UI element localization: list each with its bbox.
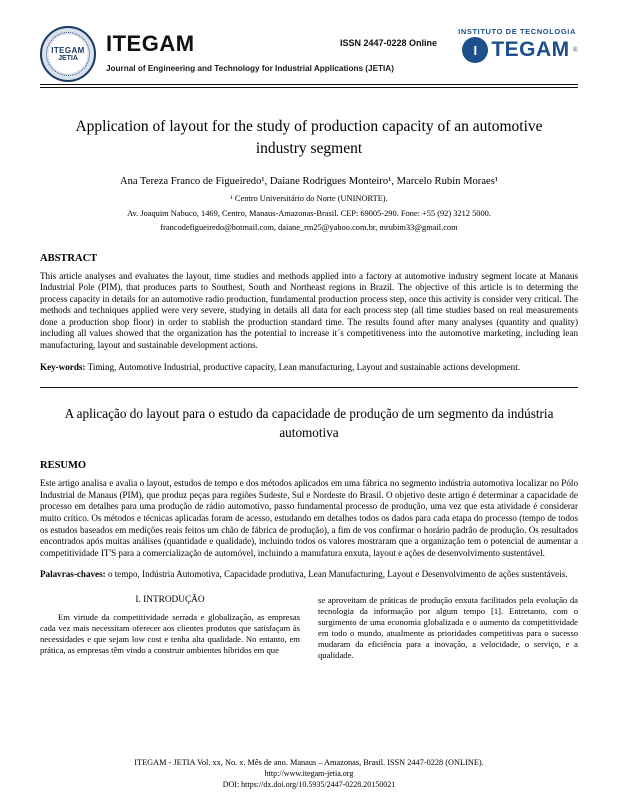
brand-block bbox=[106, 32, 195, 56]
body-column-right bbox=[318, 595, 578, 669]
resumo-heading: RESUMO bbox=[40, 460, 87, 472]
paper-title-pt: A aplicação do layout para o estudo da capacidade de produção de um segmento da indústria automotiva bbox=[64, 406, 554, 441]
registered-mark-icon: ® bbox=[572, 46, 578, 54]
institute-wordmark bbox=[450, 37, 578, 63]
brand-name: ITEGAM bbox=[106, 31, 195, 56]
footer-doi[interactable]: DOI: https://dx.doi.org/10.5935/2447-0228.20150021 bbox=[222, 780, 396, 789]
author-list: Ana Tereza Franco de Figueiredo¹, Daiane Rodrigues Monteiro¹, Marcelo Rubin Moraes¹ bbox=[119, 176, 499, 187]
introduction-heading: I. INTRODUÇÃO bbox=[135, 595, 205, 605]
keywords-en-label: Key-words: bbox=[40, 361, 86, 372]
seal-graphic bbox=[40, 26, 96, 82]
keywords-pt bbox=[40, 569, 578, 581]
abstract-heading: ABSTRACT bbox=[40, 252, 98, 264]
keywords-pt-text: o tempo, Indústria Automotiva, Capacidade produtiva, Lean Manufacturing, Layout e Desenvolvimento de ações sustentáveis. bbox=[105, 569, 568, 580]
institute-top-label: INSTITUTO DE TECNOLOGIA bbox=[458, 27, 576, 36]
page-footer bbox=[40, 757, 578, 790]
itegam-seal-logo bbox=[40, 26, 96, 82]
seal-line2: JETIA bbox=[58, 54, 78, 62]
keywords-en-text: Timing, Automotive Industrial, productive capacity, Lean manufacturing, Layout and sustainable actions development. bbox=[85, 361, 521, 372]
institute-word: TEGAM bbox=[491, 38, 570, 61]
seal-line1: ITEGAM bbox=[51, 45, 85, 55]
affiliation-line-2: Av. Joaquim Nabuco, 1469, Centro, Manaus-Amazonas-Brasil. CEP: 69005-290. Fone: +55 (92) 3212 5000. bbox=[127, 208, 491, 218]
journal-masthead bbox=[40, 26, 578, 85]
body-column-left bbox=[40, 595, 300, 669]
keywords-en bbox=[40, 362, 578, 374]
resumo-body: Este artigo analisa e avalia o layout, estudos de tempo e dos métodos aplicados em uma fábrica no segmento indústria automotiva localizar no Pólo Industrial de Manaus (PIM), que produz peças para regiões Sudeste, Sul e Nordeste do Brasil. O objetivo deste artigo é determinar a capacidade de processo em detalhes para uma produção de rádio automotivo, passo fundamental processo de produção, uma vez que esta atividade é considerar muito crítico. Os métodos e técnicas aplicadas foram de acesso, estudando em detalhes todos os dados para cada etapa do processo (tempo de todos os estudos baseados em medições reais feitos um chão de fábrica de produção), a fim de vos confirmar o horário padrão de produção. Os resultados encontrados após muitas análises (quantidade e qualidade), incluindo todos os valores mostraram que a organização tem o potencial de aumentar a competitividade IT'S para a comercialização de automóvel, incluindo a manufatura enxuta, layout e ações de desenvolvimento sustentável. bbox=[40, 478, 578, 558]
keywords-pt-label: Palavras-chaves: bbox=[40, 569, 106, 580]
header-divider bbox=[40, 87, 578, 88]
issn-label: ISSN 2447-0228 Online bbox=[340, 38, 438, 48]
intro-paragraph-left: Em virtude da competitividade serrada e globalização, as empresas cada vez mais necessitam oferecer aos clientes produtos que satisfaçam às necessidades e que sejam low cost e tenha alta qualidade. No entanto, em prática, as empresas têm vindo a construir ambientes híbridos em que bbox=[40, 612, 300, 655]
footer-url[interactable]: http://www.itegam-jetia.org bbox=[264, 769, 354, 778]
intro-paragraph-right: se aproveitam de práticas de produção enxuta facilitados pela evolução da tecnologia da informação por algum tempo [1]. Entretanto, com o surgimento de uma economia globalizada e o aumento da competitividade em todo o mundo, atualmente as prioridades competitivas para o sucesso mudaram da eficiência para a inovação, a velocidade, o serviço, e a qualidade. bbox=[318, 595, 578, 660]
body-columns bbox=[40, 595, 578, 669]
journal-subtitle: Journal of Engineering and Technology for Industrial Applications (JETIA) bbox=[106, 64, 394, 73]
institute-mark-icon: I bbox=[462, 37, 488, 63]
instituto-tecnologia-logo bbox=[450, 27, 578, 79]
footer-citation: ITEGAM - JETIA Vol. xx, No. x. Mês de ano. Manaus – Amazonas, Brasil. ISSN 2447-0228 (ONLINE). bbox=[134, 758, 484, 767]
paper-title: Application of layout for the study of production capacity of an automotive industry segment bbox=[75, 118, 543, 157]
author-emails: francodefigueiredo@hotmail.com, daiane_rm25@yahoo.com.br, mrubim33@gmail.com bbox=[160, 223, 458, 232]
abstract-body: This article analyses and evaluates the layout, time studies and methods applied into a factory at automotive industry segment locate at Manaus Industrial Pole (PIM), that produces parts to Southest, South and Northeast regions in Brazil. The objective of this article is to determing the process capacity in details for an automotive radio production, fundamental production process step, once this activity is consider very critical. The methods and techniques applied were very severe, studying in details all data for each process step (all time studies based on real measurements done a production shop floor) in order to stablish the production standard time. The results found after many analyses (quantity and quality) including all values showed that the organization has the potential to increase it´s competitiveness into the automotive marketing, including lean manufacturing, layout and sustainable development actions. bbox=[40, 270, 578, 351]
section-divider bbox=[40, 387, 578, 388]
affiliation-line-1: ¹ Centro Universitário do Norte (UNINORTE). bbox=[230, 194, 388, 203]
